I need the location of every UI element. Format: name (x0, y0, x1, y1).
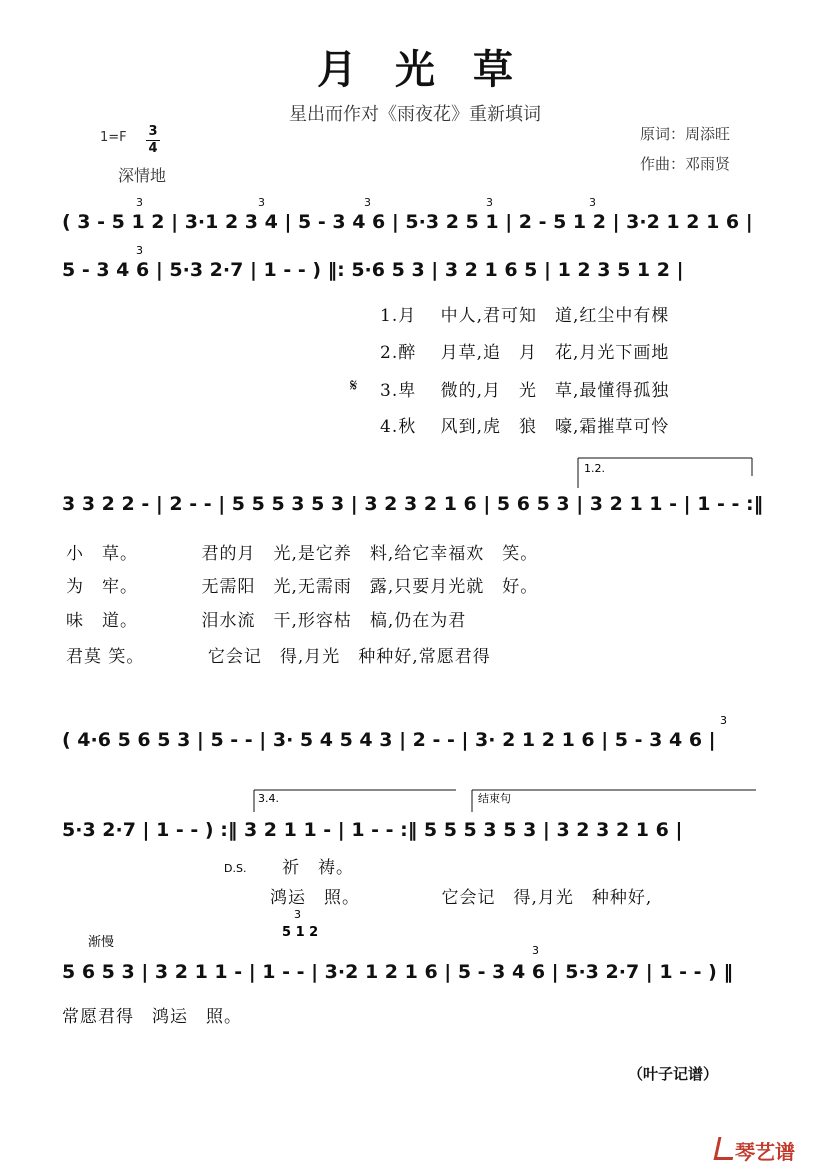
ossia-notes: 5 1 2 (282, 925, 319, 940)
triplet-mark: 3 (136, 196, 143, 209)
lyrics-verse-4-part-b: 君莫 笑。 它会记 得,月光 种种好,常愿君得 (66, 647, 491, 667)
lyrics-verse-4-part-a: 4.秋 风到,虎 狼 嚎,霜摧草可怜 (380, 417, 670, 437)
ritardando-marking: 渐慢 (88, 935, 115, 950)
transcriber-credit: （叶子记谱） (628, 1065, 719, 1083)
triplet-mark: 3 (136, 244, 143, 257)
triplet-mark: 3 (364, 196, 371, 209)
song-subtitle: 星出而作对《雨夜花》重新填词 (289, 104, 541, 125)
score-line-3: 3 3 2 2 - | 2 - - | 5 5 5 3 5 3 | 3 2 3 2 1 6 | 5 6 5 3 | 3 2 1 1 - | 1 - - :‖ (62, 493, 764, 515)
score-line-4: ( 4·6 5 6 5 3 | 5 - - | 3· 5 4 5 4 3 | 2 - - | 3· 2 1 2 1 6 | 5 - 3 4 6 | (62, 729, 716, 751)
time-signature-bottom: 4 (148, 141, 158, 156)
lyrics-ending-line: 鸿运 照。 它会记 得,月光 种种好, (270, 888, 653, 908)
tempo-marking: 深情地 (118, 166, 167, 185)
score-line-2: 5 - 3 4 6 | 5·3 2·7 | 1 - - ) ‖: 5·6 5 3 | 3 2 1 6 5 | 1 2 3 5 1 2 | (62, 259, 684, 281)
lyricist-credit: 原词：周添旺 (640, 125, 731, 143)
score-line-1: ( 3 - 5 1 2 | 3·1 2 3 4 | 5 - 3 4 6 | 5·3 2 5 1 | 2 - 5 1 2 | 3·2 1 2 1 6 | (62, 211, 753, 233)
lyrics-verse-1-part-a: 1.月 中人,君可知 道,红尘中有棵 (380, 306, 670, 326)
triplet-mark: 3 (589, 196, 596, 209)
triplet-mark: 3 (720, 714, 727, 727)
triplet-mark: 3 (532, 944, 539, 957)
lyrics-verse-2-part-a: 2.醉 月草,追 月 花,月光下画地 (380, 343, 670, 363)
score-line-5: 5·3 2·7 | 1 - - ) :‖ 3 2 1 1 - | 1 - - :‖ 5 5 5 3 5 3 | 3 2 3 2 1 6 | (62, 819, 683, 841)
brand-logo-text: 琴艺谱 (735, 1140, 795, 1164)
triplet-mark: 3 (486, 196, 493, 209)
volta-3-label: 结束句 (478, 792, 511, 805)
composer-credit: 作曲：邓雨贤 (640, 155, 731, 173)
song-title: 月光草 (317, 46, 551, 93)
lyrics-verse-1-part-b: 小 草。 君的月 光,是它养 料,给它幸福欢 笑。 (66, 544, 539, 564)
ds-marking: D.S. (224, 862, 247, 875)
lyrics-verse-2-part-b: 为 牢。 无需阳 光,无需雨 露,只要月光就 好。 (66, 577, 539, 597)
triplet-mark: 3 (294, 908, 301, 921)
volta-2-label: 3.4. (258, 792, 279, 805)
triplet-marks-row-1 (136, 196, 596, 209)
volta-1-label: 1.2. (584, 462, 605, 475)
time-signature-top: 3 (148, 124, 158, 139)
segno-sign: 𝄋 (350, 376, 359, 396)
lyrics-verse-3-part-b: 味 道。 泪水流 干,形容枯 槁,仍在为君 (66, 611, 467, 631)
key-signature: 1=F (100, 130, 127, 145)
lyrics-final-line: 常愿君得 鸿运 照。 (62, 1007, 242, 1027)
score-line-6: 5 6 5 3 | 3 2 1 1 - | 1 - - | 3·2 1 2 1 6 | 5 - 3 4 6 | 5·3 2·7 | 1 - - ) ‖ (62, 961, 733, 983)
lyrics-ending-prayer: 祈 祷。 (282, 858, 354, 878)
triplet-mark: 3 (258, 196, 265, 209)
lyrics-verse-3-part-a: 3.卑 微的,月 光 草,最懂得孤独 (380, 381, 670, 401)
